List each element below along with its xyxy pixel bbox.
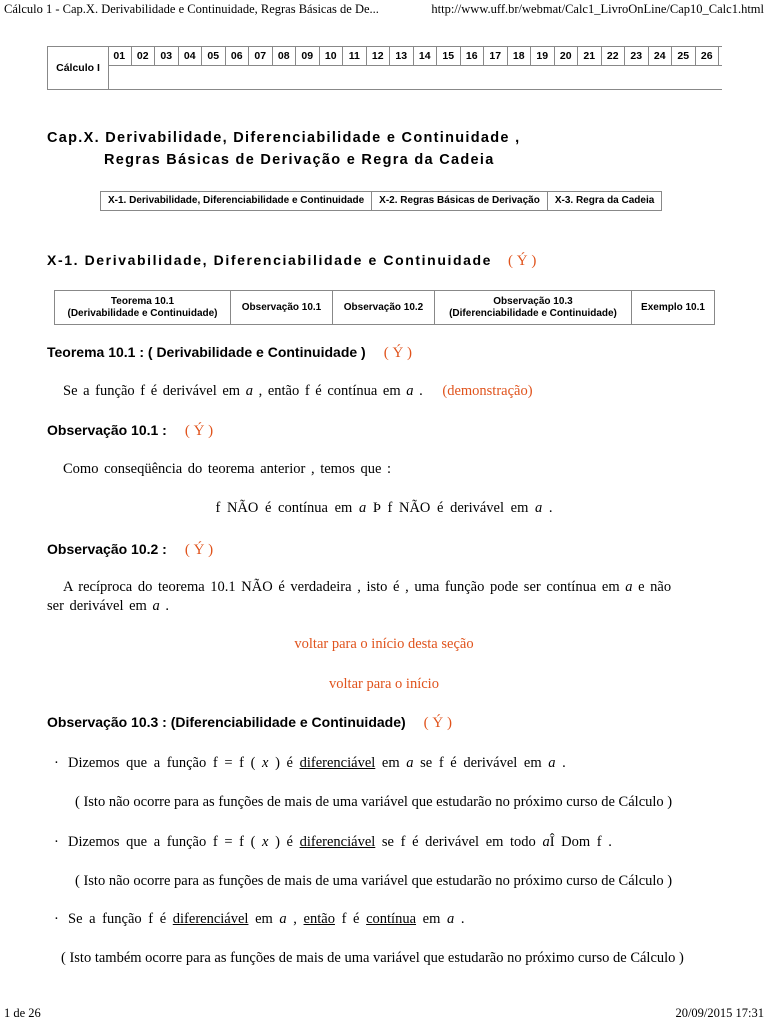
subtab-obs1[interactable]: [231, 291, 333, 324]
term-diferenciavel: diferenciável: [299, 834, 376, 850]
var-a: a: [279, 911, 287, 927]
obs2-line1: [63, 579, 671, 596]
bullet-text: ) é: [275, 755, 293, 771]
var-a: a: [625, 579, 633, 595]
chapter-link-16[interactable]: 16: [461, 47, 485, 65]
var-x: x: [262, 834, 269, 850]
chapter-title: Cap.X. Derivabilidade, Diferenciabilidade e Continuidade ,: [47, 130, 521, 146]
term-diferenciavel: diferenciável: [299, 755, 376, 771]
back-to-section-link[interactable]: voltar para o início desta seção: [294, 636, 474, 652]
chapter-link-04[interactable]: 04: [179, 47, 203, 65]
chapter-link-26[interactable]: 26: [696, 47, 720, 65]
chapter-subtitle: Regras Básicas de Derivação e Regra da Cadeia: [104, 152, 495, 168]
chapter-link-23[interactable]: 23: [625, 47, 649, 65]
obs2-text: A recíproca do teorema 10.1 NÃO é verdadeira , isto é , uma função pode ser contínua em: [63, 579, 620, 595]
formula-text: Þ f NÃO é derivável em: [372, 500, 529, 516]
bullet-text: Dizemos que a função f = f (: [68, 834, 256, 850]
subtab-obs2[interactable]: [333, 291, 435, 324]
bullet-text: .: [555, 755, 566, 771]
chapter-link-12[interactable]: 12: [367, 47, 391, 65]
teorema-heading: [47, 344, 412, 362]
subtab-line1: Observação 10.1: [241, 301, 322, 313]
print-header: [0, 0, 768, 22]
bullet-text: Î Dom f .: [549, 834, 612, 850]
chapter-link-06[interactable]: 06: [226, 47, 250, 65]
section-title: [47, 252, 536, 270]
var-a: a: [447, 911, 455, 927]
section-tabs: [100, 191, 662, 211]
teorema-text: Se a função f é derivável em: [63, 383, 246, 399]
obs2-line2: [47, 598, 169, 615]
var-a: a: [406, 755, 414, 771]
bullet-text: f é: [341, 911, 360, 927]
obs3-note-2: ( Isto não ocorre para as funções de mais de uma variável que estudarão no próximo curso de Cálculo ): [75, 873, 673, 889]
demonstration-link[interactable]: (demonstração): [442, 383, 533, 399]
obs3-bullet-2: [54, 834, 612, 851]
section-up-link[interactable]: ( Ý ): [508, 253, 537, 269]
formula-text: f NÃO é contínua em: [215, 500, 353, 516]
term-entao: então: [303, 911, 335, 927]
formula-text: .: [542, 500, 553, 516]
obs2-heading: [47, 541, 213, 559]
chapter-link-10[interactable]: 10: [320, 47, 344, 65]
bullet-text: se f é derivável em todo: [381, 834, 536, 850]
var-a: a: [542, 834, 550, 850]
obs2-heading-text: Observação 10.2 :: [47, 541, 167, 557]
print-datetime: 20/09/2015 17:31: [675, 1006, 764, 1020]
obs1-up-link[interactable]: ( Ý ): [184, 423, 214, 439]
teorema-statement: [63, 383, 533, 400]
chapter-link-14[interactable]: 14: [414, 47, 438, 65]
tab-x3[interactable]: X-3. Regra da Cadeia: [554, 195, 655, 206]
obs3-bullet-3: · Se a função f é diferenciável em a , então f é contínua em a .: [54, 911, 465, 927]
var-a: a: [152, 598, 160, 614]
obs1-formula: [0, 500, 768, 517]
chapter-link-08[interactable]: 08: [273, 47, 297, 65]
bullet: ·: [54, 834, 59, 850]
chapter-nav-table: [47, 46, 722, 90]
subsection-table: [54, 290, 715, 325]
teorema-text: , então f é contínua em: [252, 383, 407, 399]
bullet-text: .: [454, 911, 465, 927]
teorema-up-link[interactable]: ( Ý ): [383, 345, 413, 361]
obs3-note-3: ( Isto também ocorre para as funções de mais de uma variável que estudarão no próximo curso de Cálculo ): [61, 950, 684, 966]
term-diferenciavel: diferenciável: [172, 911, 249, 927]
var-x: x: [262, 755, 269, 771]
obs2-text: .: [159, 598, 169, 614]
chapter-link-22[interactable]: 22: [602, 47, 626, 65]
var-a: a: [358, 500, 367, 516]
bullet-text: se f é derivável em: [420, 755, 542, 771]
chapter-link-19[interactable]: 19: [531, 47, 555, 65]
chapter-link-17[interactable]: 17: [484, 47, 508, 65]
chapter-link-03[interactable]: 03: [155, 47, 179, 65]
chapter-link-11[interactable]: 11: [343, 47, 367, 65]
obs1-text: Como conseqüência do teorema anterior , temos que :: [63, 461, 392, 477]
obs3-up-link[interactable]: ( Ý ): [423, 715, 452, 731]
chapter-link-20[interactable]: 20: [555, 47, 579, 65]
bullet-text: Se a função f é: [68, 911, 167, 927]
page-count: 1 de 26: [4, 1006, 41, 1020]
teorema-heading-text: Teorema 10.1 : ( Derivabilidade e Continuidade ): [47, 344, 366, 360]
subtab-teorema[interactable]: [55, 291, 231, 324]
bullet-text: ) é: [275, 834, 293, 850]
var-a: a: [245, 383, 253, 399]
obs3-heading-text: Observação 10.3 : (Diferenciabilidade e Continuidade): [47, 714, 406, 730]
chapter-link-01[interactable]: 01: [108, 47, 132, 65]
tab-x2[interactable]: X-2. Regras Básicas de Derivação: [372, 192, 548, 210]
obs2-text: ser derivável em: [47, 598, 147, 614]
obs2-up-link[interactable]: ( Ý ): [184, 542, 214, 558]
obs3-heading: [47, 714, 452, 732]
obs3-bullet-1: [54, 755, 566, 772]
var-a: a: [548, 755, 556, 771]
var-a: a: [534, 500, 543, 516]
section-title-text: X-1. Derivabilidade, Diferenciabilidade e Continuidade: [47, 252, 493, 268]
page-title: Cálculo 1 - Cap.X. Derivabilidade e Continuidade, Regras Básicas de De...: [4, 2, 379, 16]
obs1-heading: [47, 422, 213, 440]
tab-x1[interactable]: X-1. Derivabilidade, Diferenciabilidade e Continuidade: [101, 192, 372, 210]
chapter-links: [108, 47, 722, 66]
chapter-link-21[interactable]: 21: [578, 47, 602, 65]
subtab-line2: (Diferenciabilidade e Continuidade): [449, 307, 617, 319]
obs1-heading-text: Observação 10.1 :: [47, 422, 167, 438]
subtab-line2: (Derivabilidade e Continuidade): [67, 307, 218, 319]
chapter-link-25[interactable]: 25: [672, 47, 696, 65]
chapter-link-07[interactable]: 07: [249, 47, 273, 65]
chapter-link-13[interactable]: 13: [390, 47, 414, 65]
obs3-note-1: ( Isto não ocorre para as funções de mais de uma variável que estudarão no próximo curso de Cálculo ): [75, 794, 673, 810]
bullet-text: Dizemos que a função f = f (: [68, 755, 256, 771]
chapter-link-05[interactable]: 05: [202, 47, 226, 65]
subtab-obs3[interactable]: [435, 291, 632, 324]
subtab-line1: Observação 10.3: [493, 295, 573, 307]
bullet: ·: [54, 755, 59, 771]
chapter-link-15[interactable]: 15: [437, 47, 461, 65]
term-continua: contínua: [366, 911, 417, 927]
chapter-link-18[interactable]: 18: [508, 47, 532, 65]
chapter-link-09[interactable]: 09: [296, 47, 320, 65]
bullet-text: em: [422, 911, 441, 927]
page-url: http://www.uff.br/webmat/Calc1_LivroOnLine/Cap10_Calc1.html: [431, 2, 764, 16]
subtab-line1: Exemplo 10.1: [641, 301, 705, 313]
bullet: ·: [54, 911, 59, 927]
course-label: Cálculo I: [48, 47, 109, 89]
chapter-link-24[interactable]: 24: [649, 47, 673, 65]
back-to-top-link[interactable]: voltar para o início: [329, 676, 439, 692]
subtab-exemplo[interactable]: [632, 291, 714, 324]
obs2-text: e não: [638, 579, 672, 595]
chapter-link-02[interactable]: 02: [132, 47, 156, 65]
bullet-text: em: [381, 755, 400, 771]
bullet-text: em: [255, 911, 273, 927]
teorema-text: .: [413, 383, 423, 399]
subtab-line1: Teorema 10.1: [110, 295, 175, 307]
var-a: a: [406, 383, 414, 399]
subtab-line1: Observação 10.2: [343, 301, 424, 313]
